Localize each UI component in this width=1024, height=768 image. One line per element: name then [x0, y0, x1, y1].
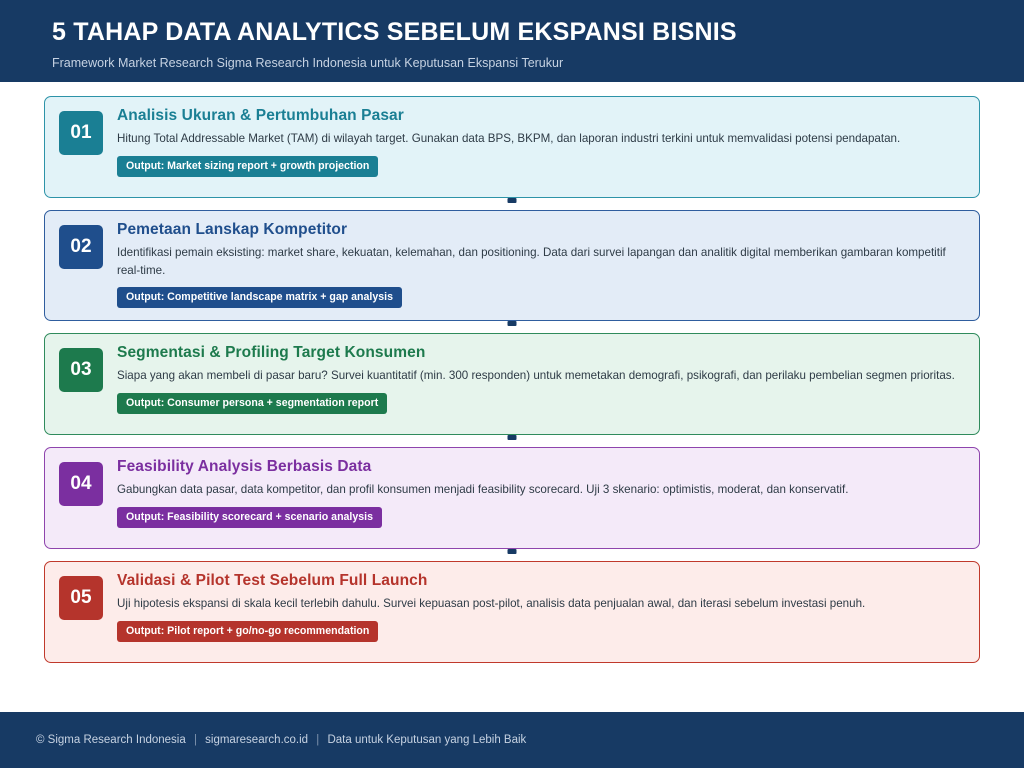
- step-number-badge: 02: [59, 225, 103, 269]
- step-connector: [44, 198, 980, 210]
- step-description: Gabungkan data pasar, data kompetitor, dan profil konsumen menjadi feasibility scorecard. Uji 3 skenario: optimistis, moderat, dan konservatif.: [117, 483, 849, 497]
- step-connector: [44, 549, 980, 561]
- step-card-5[interactable]: [44, 561, 980, 663]
- page-title: 5 TAHAP DATA ANALYTICS SEBELUM EKSPANSI BISNIS: [52, 18, 737, 46]
- step-connector: [44, 321, 980, 333]
- step-wrapper-5: [44, 561, 980, 663]
- footer-separator: |: [316, 734, 320, 746]
- step-output-badge: Output: Competitive landscape matrix + gap analysis: [117, 287, 402, 308]
- step-description: Uji hipotesis ekspansi di skala kecil terlebih dahulu. Survei kepuasan post-pilot, analisis data penjualan awal, dan iterasi sebelum investasi penuh.: [117, 597, 866, 611]
- steps-list: [44, 96, 980, 663]
- page-header: [0, 0, 1024, 82]
- step-output-badge: Output: Consumer persona + segmentation report: [117, 393, 387, 414]
- step-number-badge: 05: [59, 576, 103, 620]
- footer-website[interactable]: sigmaresearch.co.id: [205, 734, 309, 746]
- step-output-badge: Output: Feasibility scorecard + scenario analysis: [117, 507, 382, 528]
- step-content: [117, 458, 965, 528]
- step-card-1[interactable]: [44, 96, 980, 198]
- steps-section: [0, 82, 1024, 712]
- step-description: Hitung Total Addressable Market (TAM) di wilayah target. Gunakan data BPS, BKPM, dan laporan industri terkini untuk memvalidasi potensi pendapatan.: [117, 132, 901, 145]
- step-content: [117, 572, 965, 642]
- page-footer: [0, 712, 1024, 768]
- step-wrapper-4: [44, 447, 980, 561]
- step-output-badge: Output: Pilot report + go/no-go recommendation: [117, 621, 378, 642]
- step-title: Analisis Ukuran & Pertumbuhan Pasar: [117, 107, 404, 124]
- step-title: Feasibility Analysis Berbasis Data: [117, 458, 372, 476]
- step-output-badge: Output: Market sizing report + growth projection: [117, 156, 378, 177]
- step-number-badge: 01: [59, 111, 103, 155]
- connector-tick-icon: [508, 435, 517, 440]
- step-connector: [44, 435, 980, 447]
- step-title: Validasi & Pilot Test Sebelum Full Launch: [117, 572, 428, 590]
- footer-separator: |: [193, 734, 197, 746]
- step-content: [117, 221, 965, 308]
- step-wrapper-3: [44, 333, 980, 447]
- step-description: Identifikasi pemain eksisting: market share, kekuatan, kelemahan, dan positioning. Data dari survei lapangan dan analitik digital memberikan gambaran kompetitif real-time.: [117, 246, 946, 277]
- step-wrapper-2: [44, 210, 980, 333]
- step-wrapper-1: [44, 96, 980, 210]
- step-description: Siapa yang akan membeli di pasar baru? Survei kuantitatif (min. 300 responden) untuk memetakan demografi, psikografi, dan perilaku pembelian segmen prioritas.: [117, 369, 955, 383]
- step-title: Segmentasi & Profiling Target Konsumen: [117, 344, 426, 362]
- step-content: [117, 107, 965, 177]
- page-subtitle: Framework Market Research Sigma Research Indonesia untuk Keputusan Ekspansi Terukur: [52, 55, 564, 70]
- footer-copyright: © Sigma Research Indonesia: [36, 734, 186, 746]
- step-number-badge: 04: [59, 462, 103, 506]
- footer-content: [36, 734, 526, 746]
- connector-tick-icon: [508, 549, 517, 554]
- step-number-badge: 03: [59, 348, 103, 392]
- step-content: [117, 344, 965, 414]
- step-title: Pemetaan Lanskap Kompetitor: [117, 221, 348, 238]
- step-card-3[interactable]: [44, 333, 980, 435]
- step-card-2[interactable]: [44, 210, 980, 321]
- connector-tick-icon: [508, 321, 517, 326]
- footer-tagline: Data untuk Keputusan yang Lebih Baik: [327, 734, 527, 746]
- connector-tick-icon: [508, 198, 517, 203]
- step-card-4[interactable]: [44, 447, 980, 549]
